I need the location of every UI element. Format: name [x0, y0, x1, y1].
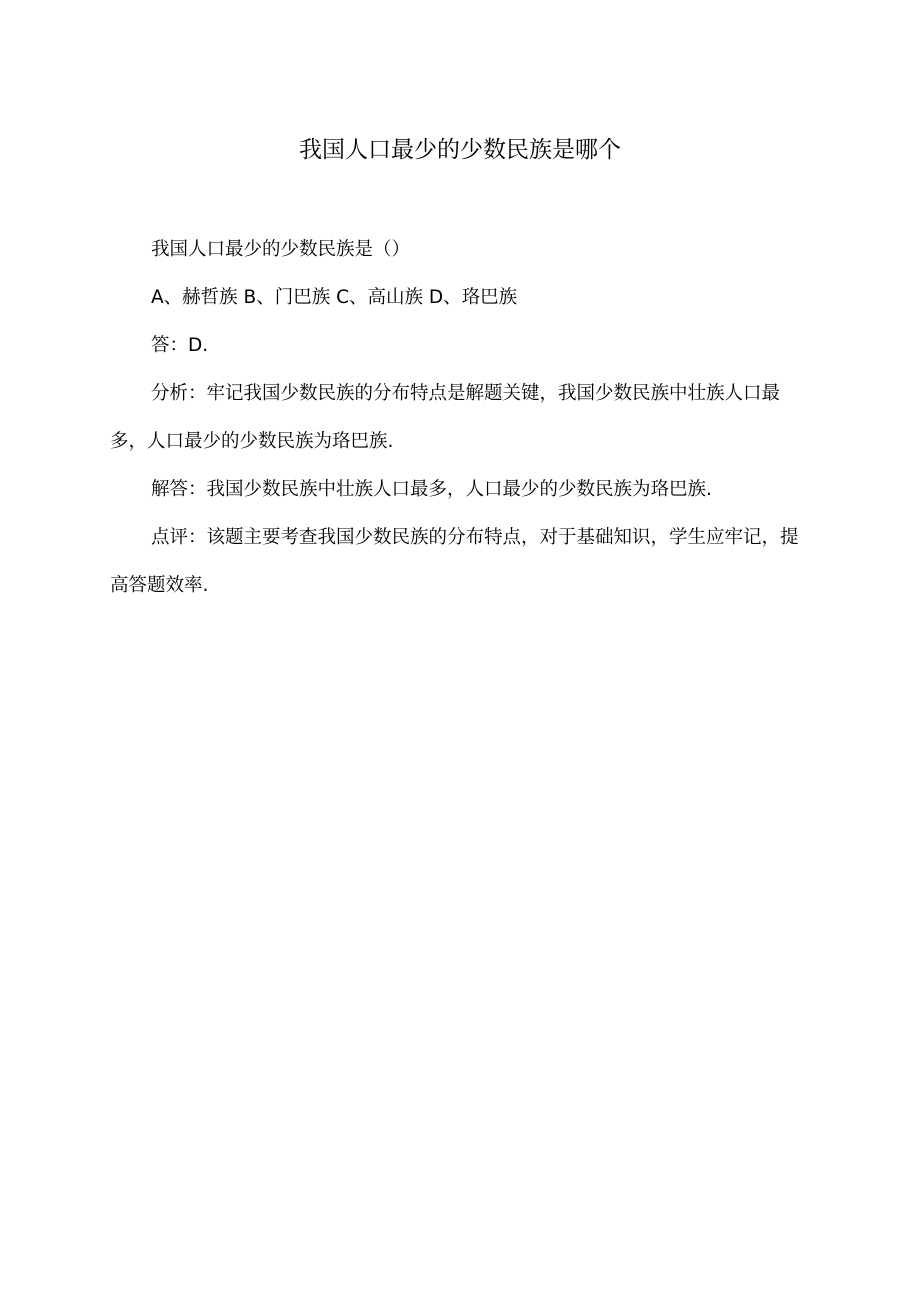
analysis-paragraph: 分析：牢记我国少数民族的分布特点是解题关键，我国少数民族中壮族人口最多，人口最少的少数民族为珞巴族.: [110, 383, 781, 452]
comment-paragraph: 点评：该题主要考查我国少数民族的分布特点，对于基础知识，学生应牢记，提高答题效率.: [110, 527, 799, 596]
document-body: [110, 226, 800, 610]
answer-line: 答：D.: [151, 335, 209, 356]
answer-options: A、赫哲族 B、门巴族 C、高山族 D、珞巴族: [151, 287, 518, 308]
solution-paragraph: 解答：我国少数民族中壮族人口最多，人口最少的少数民族为珞巴族.: [151, 479, 712, 500]
document-title: 我国人口最少的少数民族是哪个: [299, 137, 621, 163]
question-text: 我国人口最少的少数民族是（）: [151, 239, 411, 260]
